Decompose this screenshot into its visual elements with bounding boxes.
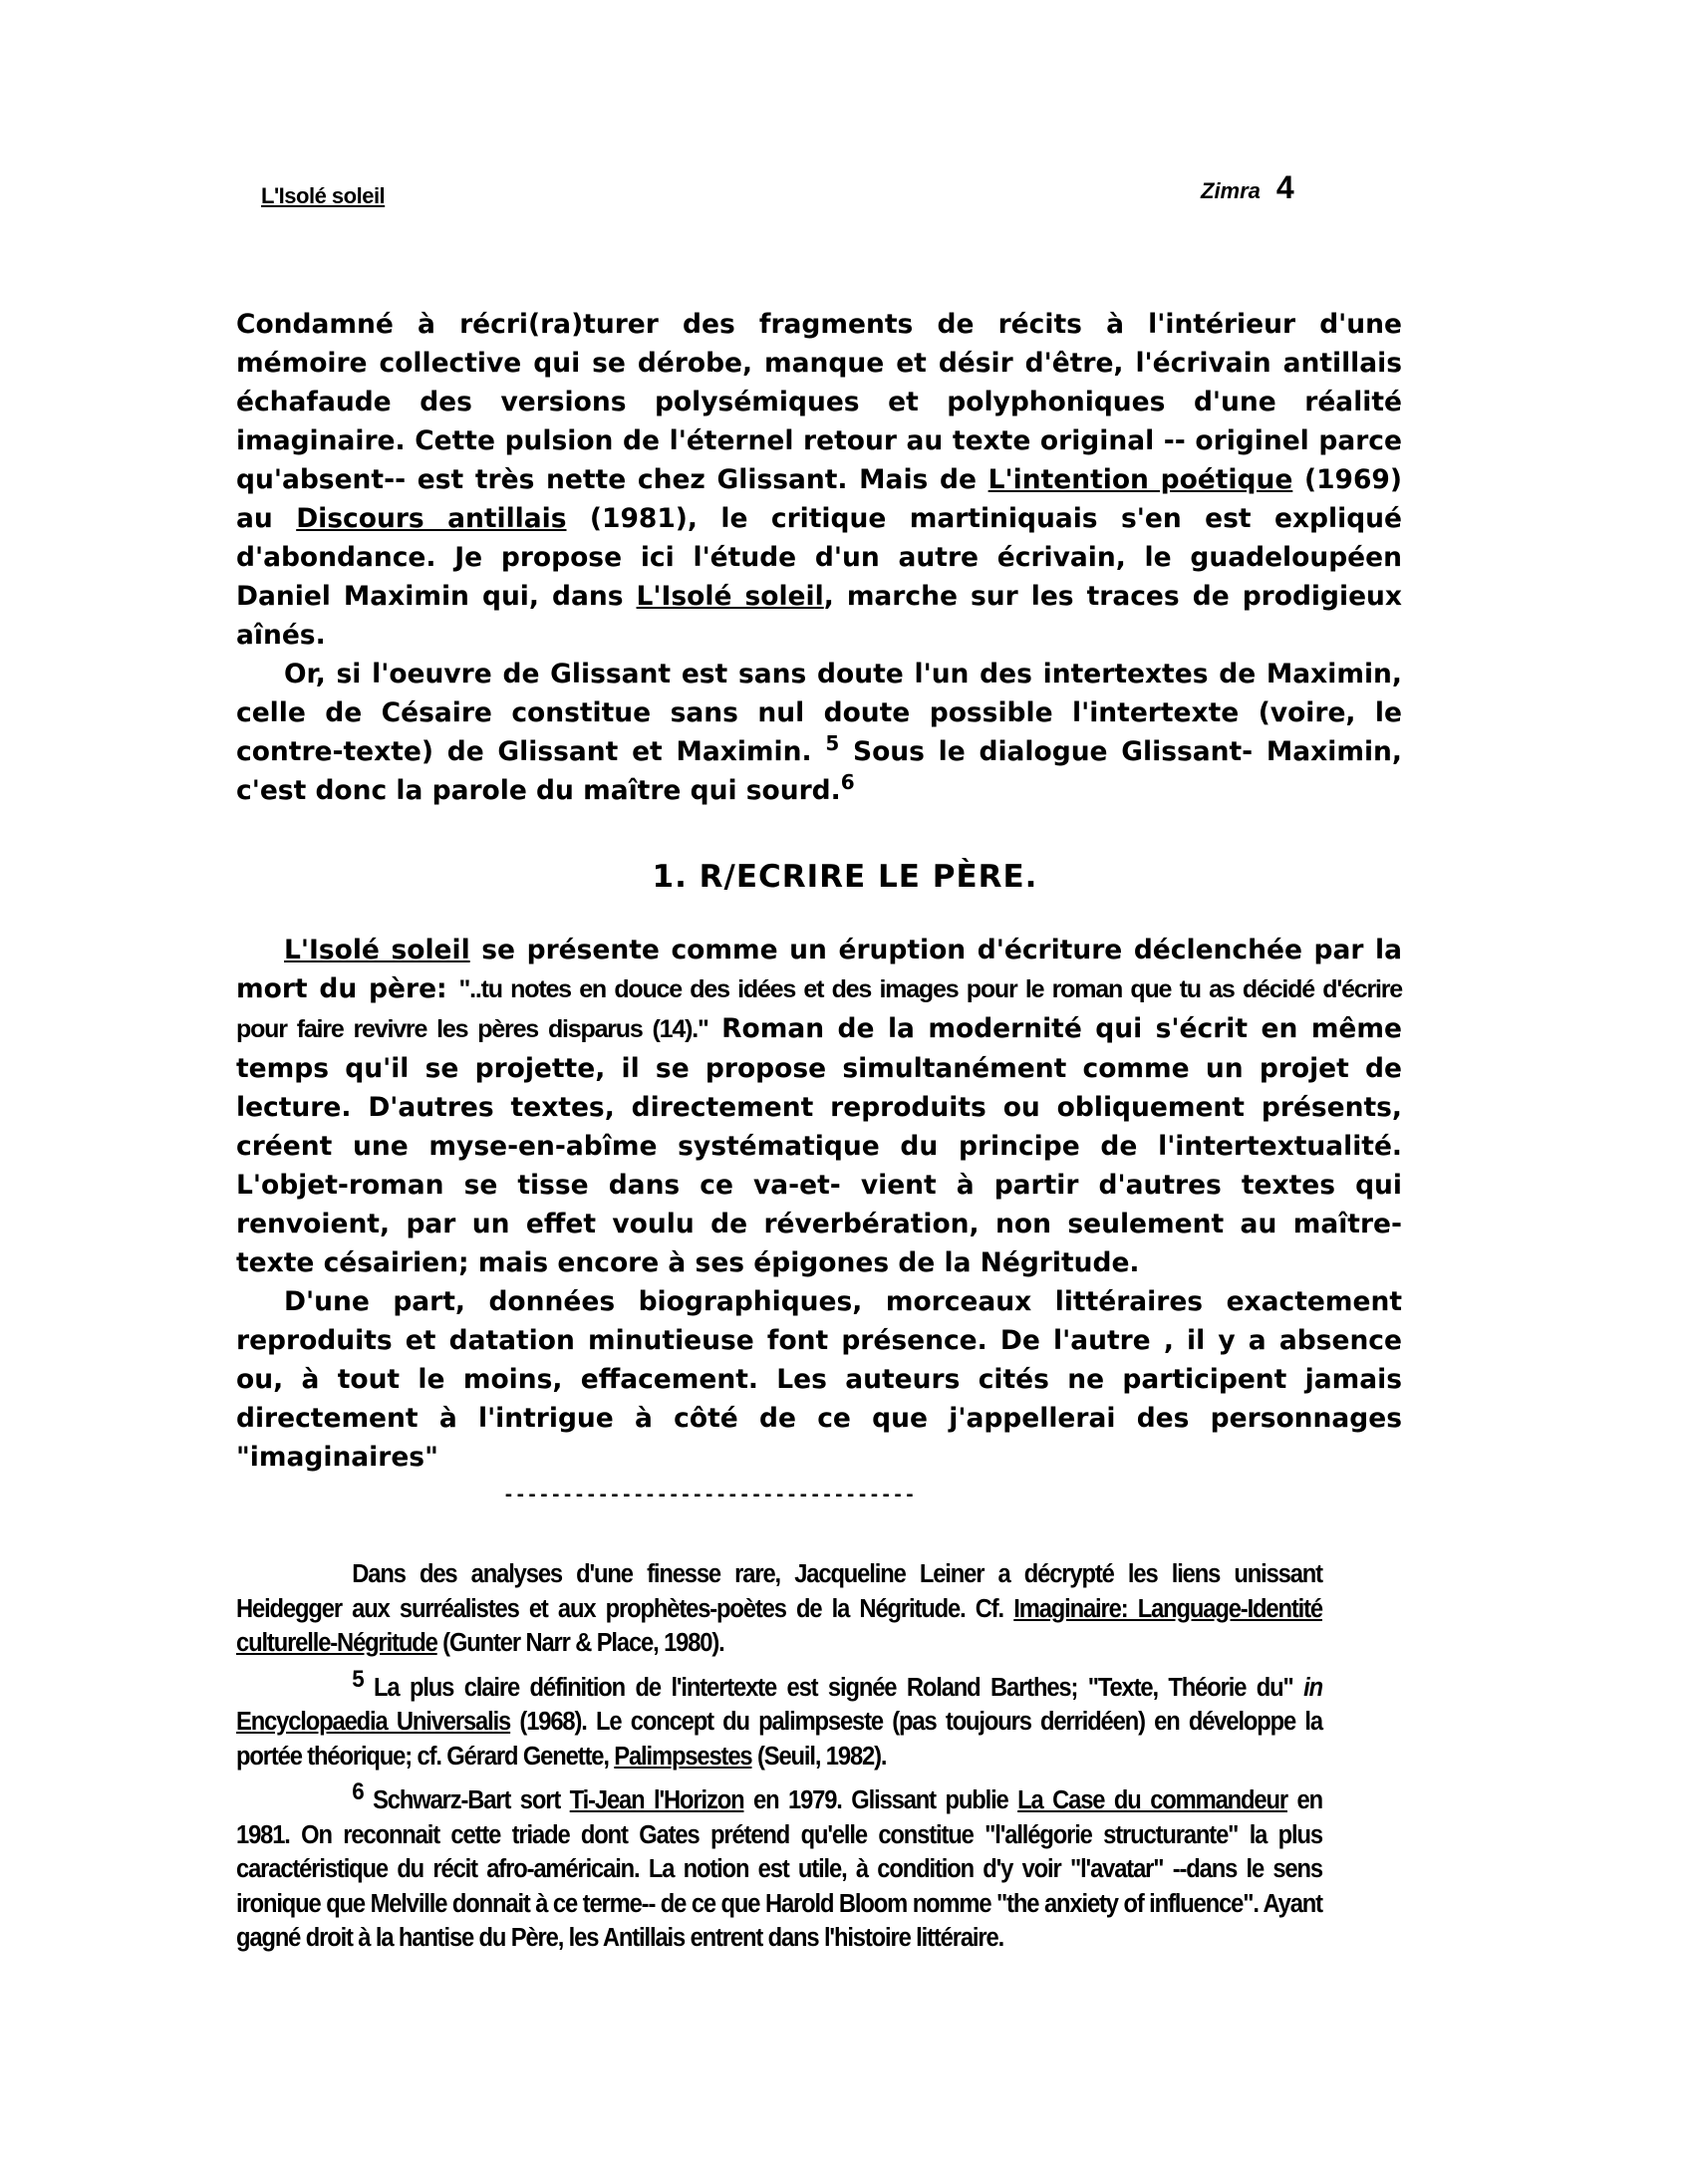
text-run: se présente comme un éruption d'écriture déclenchée par la mort du père: [236, 935, 1402, 1004]
book-title: Palimpsestes [614, 1742, 752, 1771]
text-run: (1981), le critique martiniquais s'en est expliqué d'abondance. Je propose ici l'étude d'un autre écrivain, le guadeloupéen Daniel Maximin qui, dans [236, 503, 1402, 612]
book-title: L'Isolé soleil [284, 935, 470, 965]
footnote-mark: 5 [352, 1665, 364, 1693]
text-run: Schwarz-Bart sort [363, 1786, 570, 1814]
intro-section [236, 305, 1402, 810]
footnote-separator: ----------------------------------- [503, 1485, 917, 1505]
book-title: La Case du commandeur [1017, 1786, 1287, 1814]
text-run: , marche sur les traces de prodigieux aînés. [236, 581, 1402, 651]
text-run: La plus claire définition de l'intertexte est signée Roland Barthes; "Texte, Théorie du" [363, 1673, 1304, 1702]
author-name: Zimra [1201, 178, 1261, 203]
page-header-right [1201, 169, 1294, 206]
text-run: (1969) au [236, 464, 1402, 534]
section-body [236, 931, 1402, 1477]
page-number: 4 [1275, 169, 1294, 205]
text-run: Or, si l'oeuvre de Glissant est sans doute l'un des intertextes de Maximin, celle de Césaire constitue sans nul doute possible l'intertexte (voire, le contre-texte) de Glissant et Maximin. [236, 659, 1402, 767]
footnote-5 [236, 1665, 1322, 1774]
text-run: Roman de la modernité qui s'écrit en même temps qu'il se projette, il se propose simultanément comme un projet de lecture. D'autres textes, directement reproduits ou obliquement présents, créent une myse-en-abîme systématique du principe de l'intertextualité. L'objet-roman se tisse dans ce va-et- vient à partir d'autres textes qui renvoient, par un effet voulu de réverbération, non seulement au maître-texte césairien; mais encore à ses épigones de la Négritude. [236, 1013, 1402, 1278]
quotation: "..tu notes en douce des idées et des images pour le roman que tu as décidé d'écrire pour faire revivre les pères disparus (14)." [236, 975, 1402, 1043]
text-run: Condamné à récri(ra)turer des fragments de récits à l'intérieur d'une mémoire collective qui se dérobe, manque et désir d'être, l'écrivain antillais échafaude des versions polysémiques et polyphoniques d'une réalité imaginaire. Cette pulsion de l'éternel retour au texte original -- originel parce qu'absent-- est très nette chez Glissant. Mais de [236, 309, 1402, 495]
intro-paragraph-1 [236, 305, 1402, 655]
book-title: L'Isolé soleil [636, 581, 824, 612]
footnote-mark: 6 [352, 1778, 364, 1805]
text-run: en 1981. On reconnait cette triade dont Gates prétend qu'elle constitue "l'allégorie structurante" la plus caractéristique du récit afro-américain. La notion est utile, à condition d'y voir "l'avatar" --dans le sens ironique que Melville donnait à ce terme-- de ce que Harold Bloom nomme "the anxiety of influence". Ayant gagné droit à la hantise du Père, les Antillais entrent dans l'histoire littéraire. [236, 1786, 1322, 1952]
running-title: L'Isolé soleil [261, 183, 386, 208]
book-title: L'intention poétique [987, 464, 1293, 495]
footnotes [236, 1557, 1322, 1966]
italic-in: in [1303, 1673, 1322, 1702]
footnote-ref-5: 5 [825, 731, 840, 755]
book-title: Discours antillais [296, 503, 567, 534]
text-run: Dans des analyses d'une finesse rare, Jacqueline Leiner a décrypté les liens unissant Heidegger aux surréalistes et aux prophètes-poètes de la Négritude. Cf. [236, 1560, 1322, 1623]
book-title: Encyclopaedia Universalis [236, 1708, 511, 1736]
text-run: (1968). Le concept du palimpseste (pas toujours derridéen) en développe la portée théorique; cf. Gérard Genette, [236, 1708, 1322, 1771]
book-title: Imaginaire: Language-Identité culturelle-Négritude [236, 1594, 1322, 1657]
section-paragraph-2: D'une part, données biographiques, morceaux littéraires exactement reproduits et datation minutieuse font présence. De l'autre , il y a absence ou, à tout le moins, effacement. Les auteurs cités ne participent jamais directement à l'intrigue à côté de ce que j'appellerai des personnages "imaginaires" [236, 1286, 1402, 1473]
book-title: Ti-Jean l'Horizon [569, 1786, 744, 1814]
section-heading: 1. R/ECRIRE LE PÈRE. [652, 859, 1038, 895]
footnote-6 [236, 1778, 1322, 1956]
intro-paragraph-2 [236, 655, 1402, 810]
text-run: Sous le dialogue Glissant- Maximin, c'est donc la parole du maître qui sourd. [236, 736, 1402, 806]
footnote-ref-6: 6 [840, 770, 855, 794]
text-run: (Seuil, 1982). [751, 1742, 887, 1771]
section-paragraph-1 [236, 931, 1402, 1282]
text-run: en 1979. Glissant publie [743, 1786, 1018, 1814]
footnote-4 [236, 1557, 1322, 1661]
text-run: (Gunter Narr & Place, 1980). [436, 1629, 724, 1657]
